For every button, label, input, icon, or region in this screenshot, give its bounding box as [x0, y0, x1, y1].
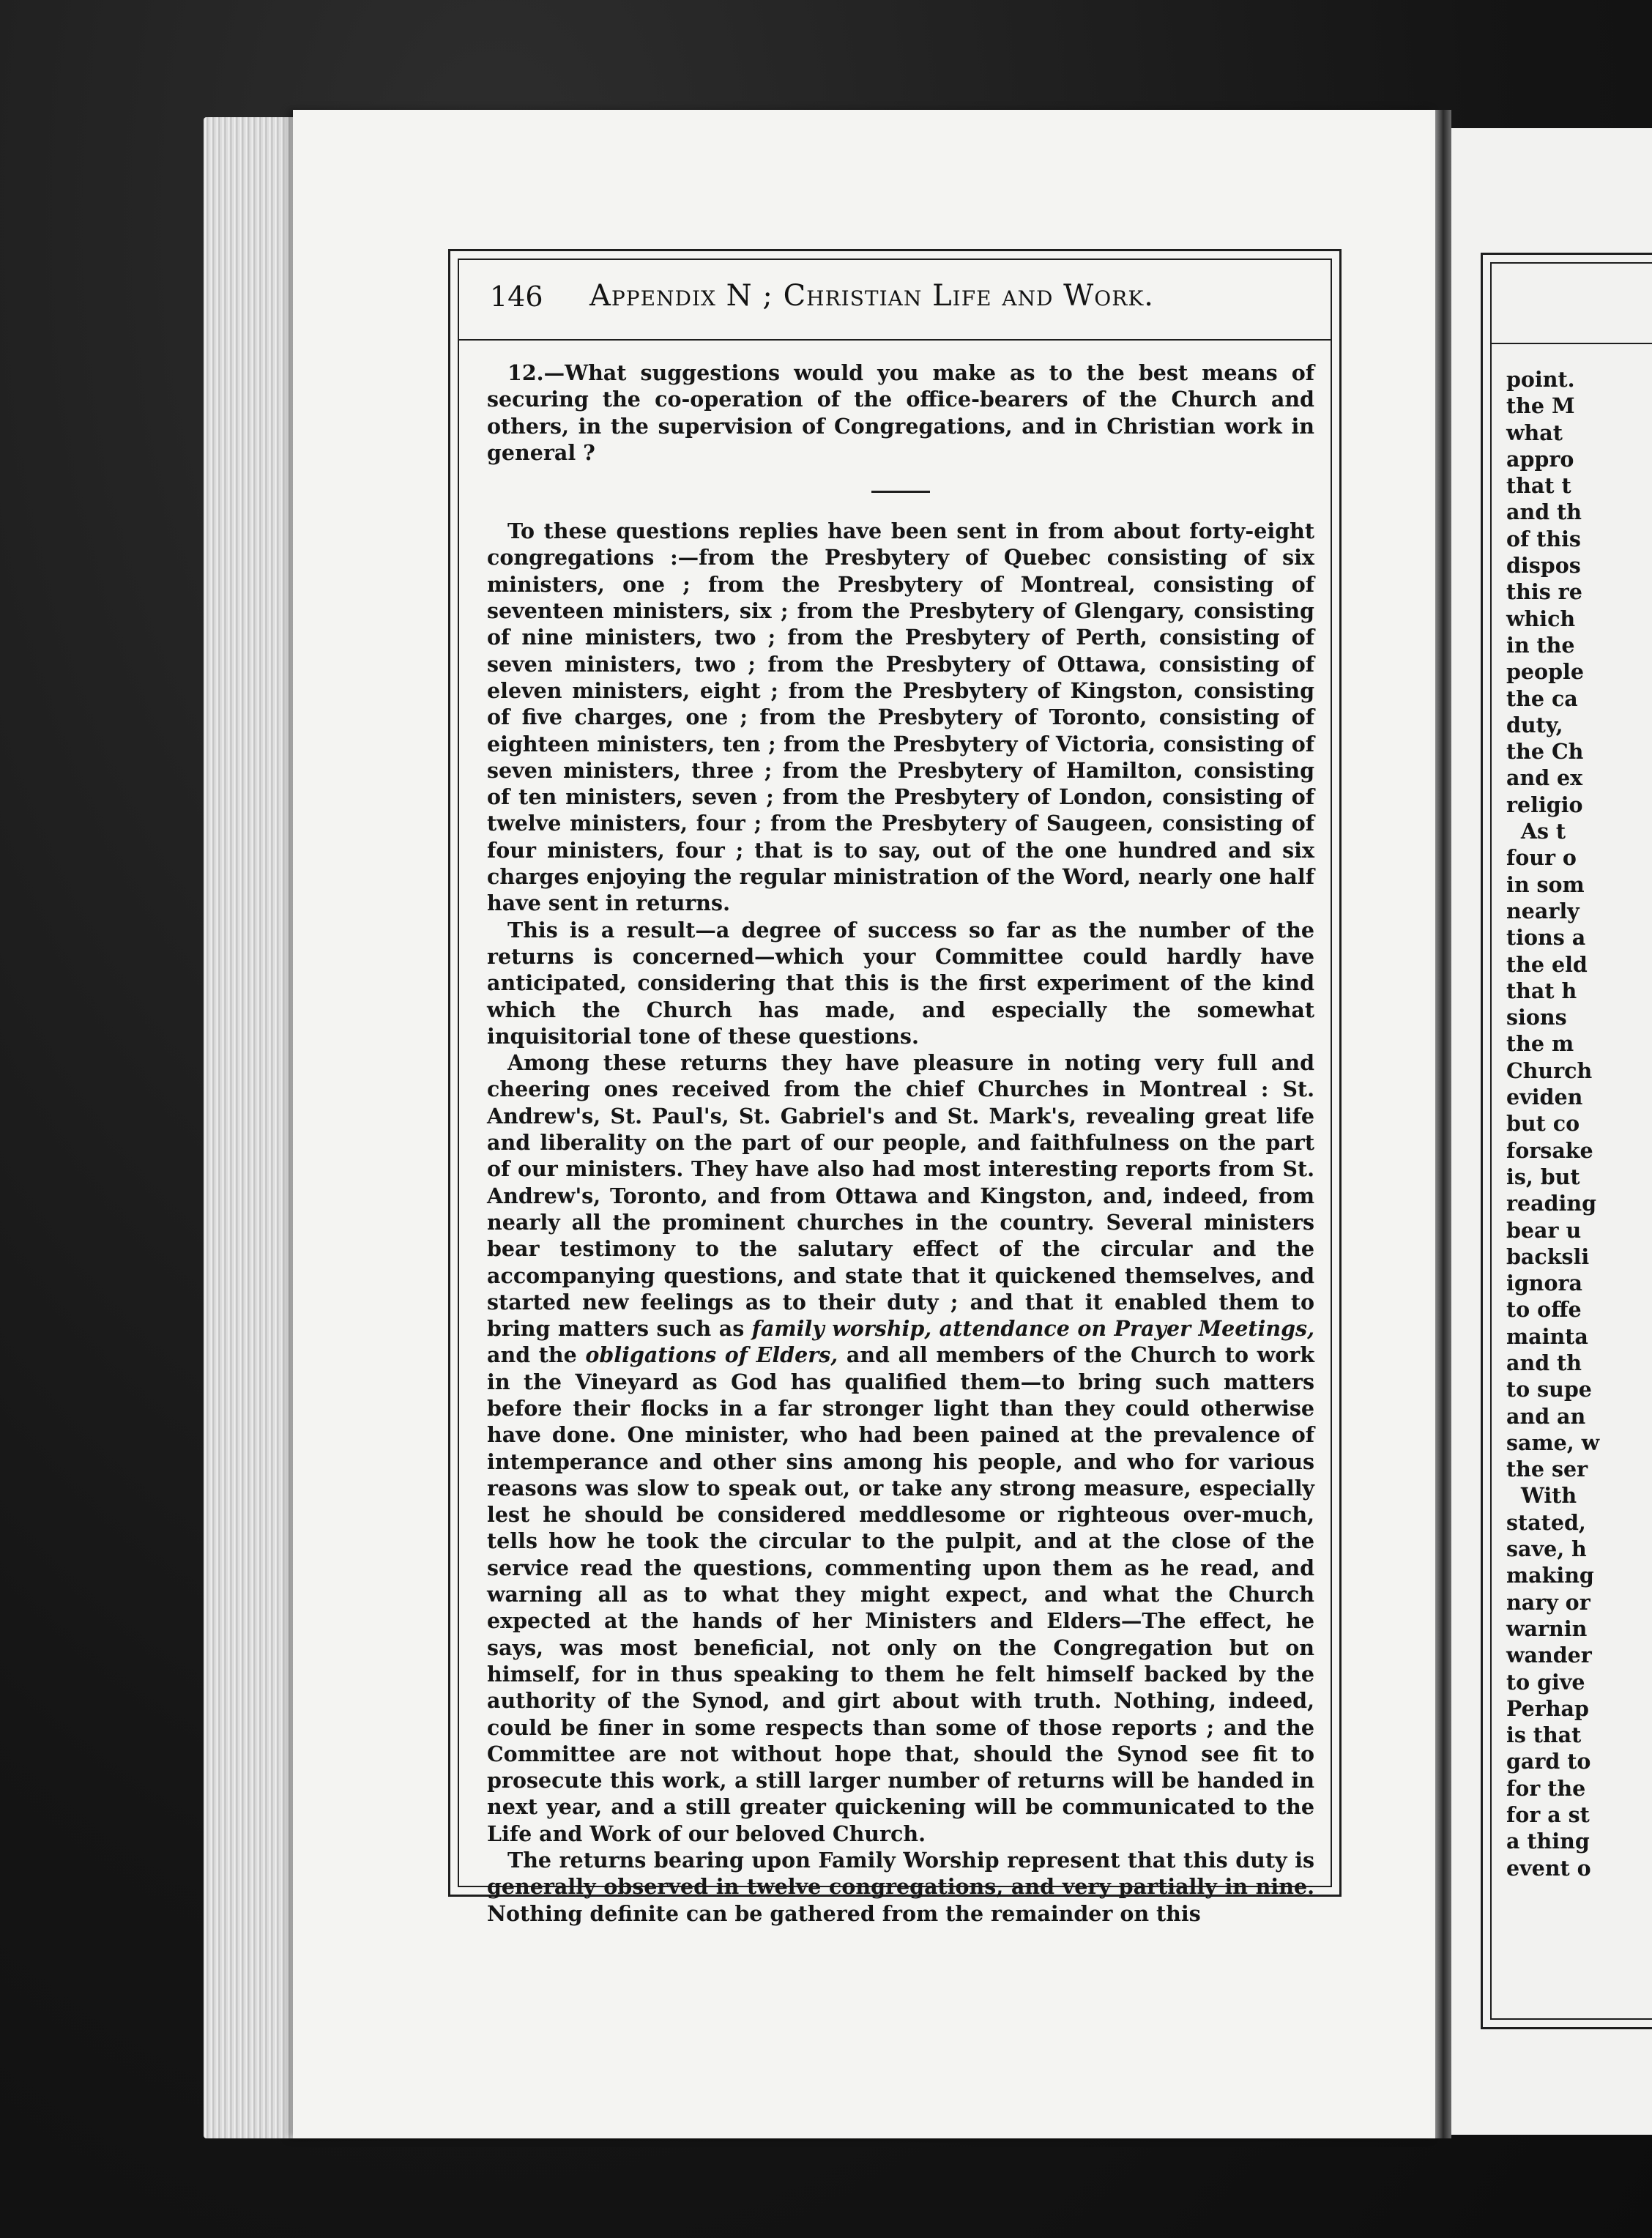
book-page-edges: [204, 117, 306, 2138]
paragraph-family-worship: The returns bearing upon Family Worship represent that this duty is generally observed in twelve congregations, and very partially in nine. Nothing definite can be gathered from the remainder on this: [487, 1848, 1314, 1926]
question-12: 12.—What suggestions would you make as to the best means of securing the co-operation of the office-bearers of the Church and others, in the supervision of Congregations, and in Christian work in general ?: [487, 360, 1314, 465]
section-divider: [871, 491, 930, 493]
paragraph-returns-summary: To these questions replies have been sent in from about forty-eight congregations :—from the Presbytery of Quebec consisting of six ministers, one ; from the Presbytery of Montreal, consisting of seventeen ministers, six ; from the Presbytery of Glengary, consisting of nine ministers, two ; from the Presbytery of Perth, consisting of seven ministers, two ; from the Presbytery of Ottawa, consisting of eleven ministers, eight ; from the Presbytery of Kingston, consisting of five charges, one ; from the Presbytery of Toronto, consisting of eighteen ministers, ten ; from the Presbytery of Victoria, consisting of seven ministers, three ; from the Presbytery of Hamilton, consisting of ten ministers, seven ; from the Presbytery of London, consisting of twelve ministers, four ; from the Presbytery of Saugeen, consisting of four ministers, four ; that is to say, out of the one hundred and six charges enjoying the regular ministration of the Word, nearly one half have sent in returns.: [487, 518, 1314, 916]
body-text: [487, 360, 1314, 1927]
page-title: Appendix N ; Christian Life and Work.: [589, 279, 1154, 313]
text-frame: [448, 249, 1342, 1926]
page-number: 146: [490, 280, 543, 313]
running-head: [480, 273, 1307, 324]
right-page-text: point. the M what appro that t and th of this dispos this re which in the people the ca duty, the Ch and ex religio As t four o in som nearly tions a the eld that h sions the m Church eviden but co forsake is, but reading bear u backsli ignora to offe mainta and th to supe and an same, w the ser With stated, save, h making nary or warnin wander to give Perhap is that gard to for the for a st a thing event o: [1506, 367, 1600, 1881]
book-gutter: [1435, 110, 1451, 2138]
right-page-frame: [1481, 253, 1652, 2029]
paragraph-result: This is a result—a degree of success so far as the number of the returns is concerned—which your Committee could hardly have anticipated, considering that this is the first experiment of the kind which the Church has made, and especially the somewhat inquisitorial tone of these questions.: [487, 917, 1314, 1049]
right-page: [1451, 128, 1652, 2135]
paragraph-among-returns: Among these returns they have pleasure in noting very full and cheering ones received from the chief Churches in Montreal : St. Andrew's, St. Paul's, St. Gabriel's and St. Mark's, revealing great life and liberality on the part of our people, and faithfulness on the part of our ministers. They have also had most interesting reports from St. Andrew's, Toronto, and from Ottawa and Kingston, and, indeed, from nearly all the prominent churches in the country. Several ministers bear testimony to the salutary effect of the circular and the accompanying questions, and state that it quickened themselves, and started new feelings as to their duty ; and that it enabled them to bring matters such as family worship, attendance on Prayer Meetings, and the obligations of Elders, and all members of the Church to work in the Vineyard as God has qualified them—to bring such matters before their flocks in a far stronger light than they could otherwise have done. One minister, who had been pained at the prevalence of intemperance and other sins among his people, and who for various reasons was slow to speak out, or take any strong measure, especially lest he should be considered meddlesome or righteous over-much, tells how he took the circular to the pulpit, and at the close of the service read the questions, commenting upon them as he read, and warning all as to what they might expect, and what the Church expected at the hands of her Ministers and Elders—The effect, he says, was most beneficial, not only on the Congregation but on himself, for in thus speaking to them he felt himself backed by the authority of the Synod, and girt about with truth. Nothing, indeed, could be finer in some respects than some of those reports ; and the Committee are not without hope that, should the Synod see fit to prosecute this work, a still larger number of returns will be handed in next year, and a still greater quickening will be communicated to the Life and Work of our beloved Church.: [487, 1050, 1315, 1846]
header-rule: [458, 339, 1332, 341]
